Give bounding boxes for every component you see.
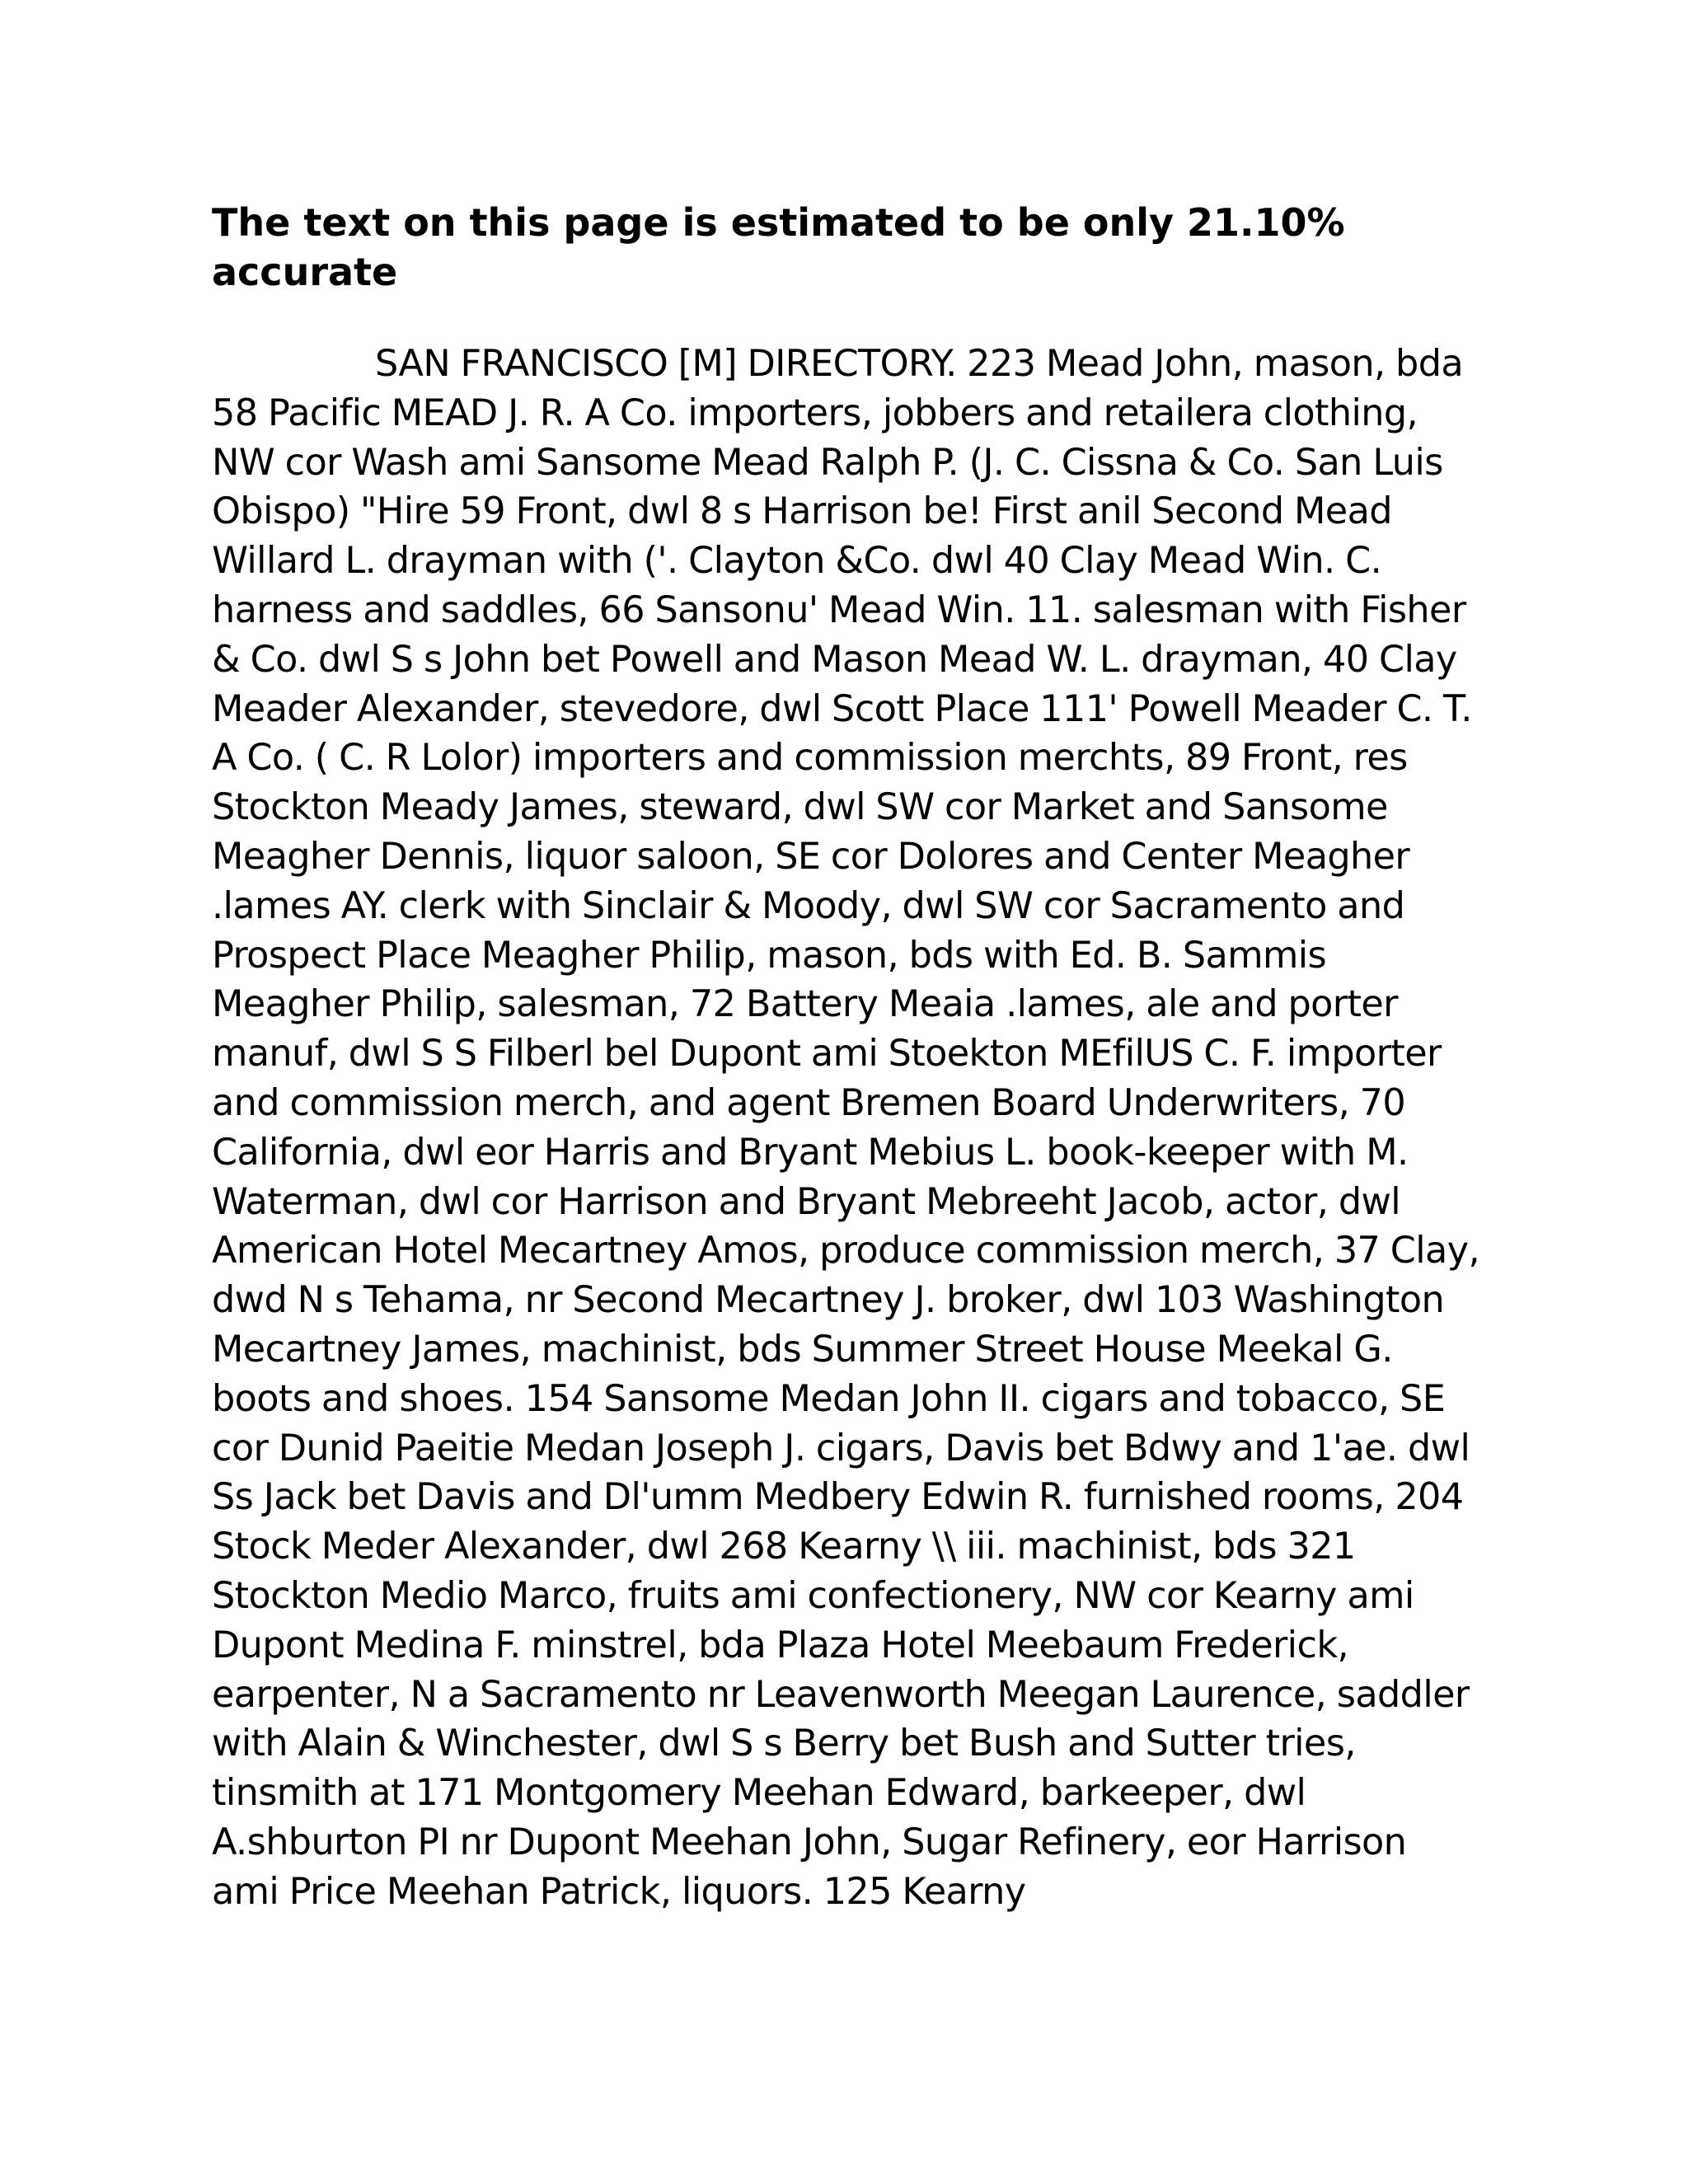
document-page bbox=[212, 198, 1481, 1917]
accuracy-notice-heading: The text on this page is estimated to be only 21.10% accurate bbox=[212, 200, 1345, 294]
directory-text: SAN FRANCISCO [M] DIRECTORY. 223 Mead John, mason, bda 58 Pacific MEAD J. R. A Co. importers, jobbers and retailera clothing, NW cor Wash ami Sansome Mead Ralph P. (J. C. Cissna & Co. San Luis Obispo) "Hire 59 Front, dwl 8 s Harrison be! First anil Second Mead Willard L. drayman with ('. Clayton &Co. dwl 40 Clay Mead Win. C. harness and saddles, 66 Sansonu' Mead Win. 11. salesman with Fisher & Co. dwl S s John bet Powell and Mason Mead W. L. drayman, 40 Clay Meader Alexander, stevedore, dwl Scott Place 111' Powell Meader C. T. A Co. ( C. R Lolor) importers and commission merchts, 89 Front, res Stockton Meady James, steward, dwl SW cor Market and Sansome Meagher Dennis, liquor saloon, SE cor Dolores and Center Meagher .lames AY. clerk with Sinclair & Moody, dwl SW cor Sacramento and Prospect Place Meagher Philip, mason, bds with Ed. B. Sammis Meagher Philip, salesman, 72 Battery Meaia .lames, ale and porter manuf, dwl S S Filberl bel Dupont ami Stoekton MEfilUS C. F. importer and commission merch, and agent Bremen Board Underwriters, 70 California, dwl eor Harris and Bryant Mebius L. book-keeper with M. Waterman, dwl cor Harrison and Bryant Mebreeht Jacob, actor, dwl American Hotel Mecartney Amos, produce commission merch, 37 Clay, dwd N s Tehama, nr Second Mecartney J. broker, dwl 103 Washington Mecartney James, machinist, bds Summer Street House Meekal G. boots and shoes. 154 Sansome Medan John II. cigars and tobacco, SE cor Dunid Paeitie Medan Joseph J. cigars, Davis bet Bdwy and 1'ae. dwl Ss Jack bet Davis and Dl'umm Medbery Edwin R. furnished rooms, 204 Stock Meder Alexander, dwl 268 Kearny \\ iii. machinist, bds 321 Stockton Medio Marco, fruits ami confectionery, NW cor Kearny ami Dupont Medina F. minstrel, bda Plaza Hotel Meebaum Frederick, earpenter, N a Sacramento nr Leavenworth Meegan Laurence, saddler with Alain & Winchester, dwl S s Berry bet Bush and Sutter tries, tinsmith at 171 Montgomery Meehan Edward, barkeeper, dwl A.shburton PI nr Dupont Meehan John, Sugar Refinery, eor Harrison ami Price Meehan Patrick, liquors. 125 Kearny bbox=[212, 343, 1479, 1913]
